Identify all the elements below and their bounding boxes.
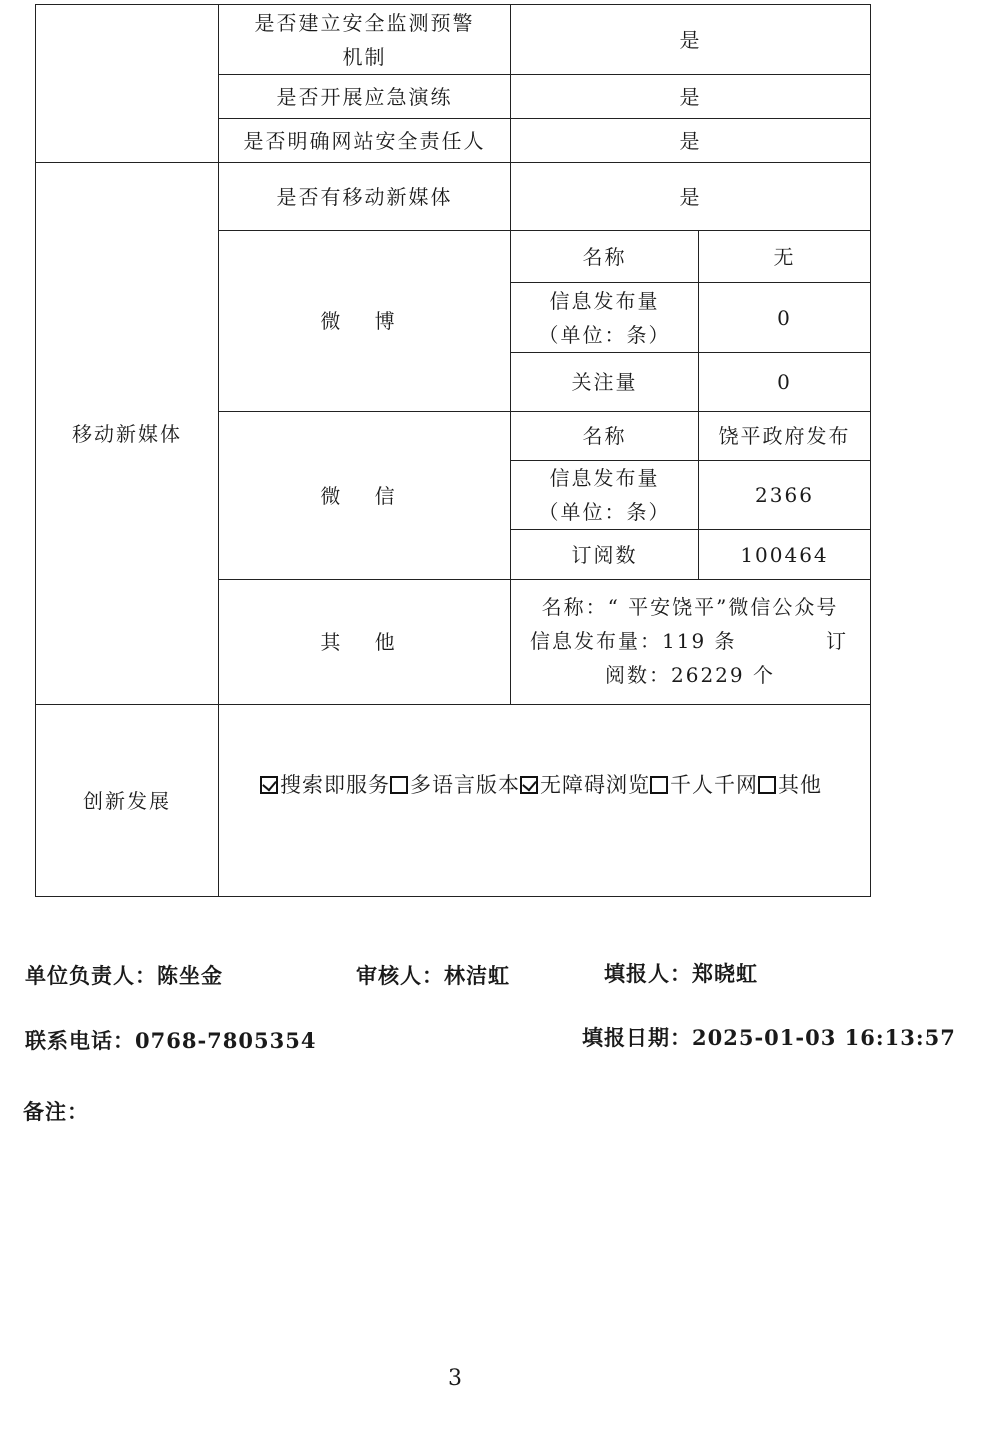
checkbox-empty-icon[interactable] [390,776,408,794]
other-media-label: 其 他 [320,630,409,654]
reviewer: 审核人：林洁虹 [356,963,510,988]
other-media-posts-line [512,624,868,658]
wechat-posts-label-line1: 信息发布量 [549,466,660,490]
weibo-name-value: 无 [773,244,796,269]
other-media-info [512,590,868,692]
option-label: 千人千网 [670,773,758,797]
weibo-posts-label-line1: 信息发布量 [549,288,660,313]
wechat-posts-label [511,461,698,529]
weibo-label: 微 博 [320,309,409,333]
other-media-posts: 信息发布量：119 条 [530,629,737,653]
contact-phone: 联系电话：0768-7805354 [25,1028,317,1053]
innovation-label: 创新发展 [83,788,171,813]
table-border-bottom [35,896,871,897]
option-accessibility[interactable] [520,768,650,802]
wechat-label: 微 信 [320,483,409,508]
option-personalized[interactable] [650,768,758,802]
table-border-right [870,4,871,896]
checkbox-checked-icon[interactable] [260,776,278,794]
weibo-followers-label: 关注量 [571,370,638,394]
option-other[interactable] [758,768,822,802]
responsible-value: 是 [679,128,702,153]
other-media-subs: 阅数：26229 个 [605,663,775,687]
option-label: 多语言版本 [410,773,520,797]
drill-label: 是否开展应急演练 [276,84,453,109]
option-label: 搜索即服务 [280,773,390,797]
fill-date: 填报日期：2025-01-03 16:13:57 [582,1025,956,1050]
monitoring-label-line2: 机制 [342,44,387,69]
monitoring-label [219,5,510,74]
weibo-posts-value: 0 [777,305,792,330]
wechat-posts-label-line2: （单位：条） [538,500,671,524]
option-label: 无障碍浏览 [540,773,650,797]
wechat-name-label: 名称 [582,424,627,448]
checkbox-empty-icon[interactable] [758,776,776,794]
remark: 备注： [23,1099,89,1124]
wechat-subs-label: 订阅数 [571,542,638,567]
drill-value: 是 [679,84,702,109]
wechat-posts-value: 2366 [755,483,814,507]
new-media-section-label: 移动新媒体 [72,421,182,446]
wechat-subs-value: 100464 [740,542,829,567]
weibo-posts-label [511,283,698,352]
checkbox-empty-icon[interactable] [650,776,668,794]
has-new-media-label: 是否有移动新媒体 [276,184,453,209]
option-multilingual[interactable] [390,768,520,802]
responsible-label: 是否明确网站安全责任人 [243,128,486,153]
checkbox-checked-icon[interactable] [520,776,538,794]
has-new-media-value: 是 [679,184,702,209]
option-label: 其他 [778,773,822,797]
other-media-subs-prefix: 订 [826,629,848,653]
innovation-options [260,768,822,802]
weibo-posts-label-line2: （单位：条） [538,322,671,347]
unit-head: 单位负责人：陈坐金 [25,963,223,988]
monitoring-value: 是 [679,27,702,52]
other-media-name: 名称：“ 平安饶平”微信公众号 [541,595,839,619]
option-search-service[interactable] [260,768,390,802]
weibo-name-label: 名称 [582,244,627,269]
weibo-followers-value: 0 [777,370,792,394]
wechat-name-value: 饶平政府发布 [718,424,851,448]
filler: 填报人：郑晓虹 [604,961,758,986]
page-number: 3 [448,1366,462,1391]
monitoring-label-line1: 是否建立安全监测预警 [254,10,475,35]
